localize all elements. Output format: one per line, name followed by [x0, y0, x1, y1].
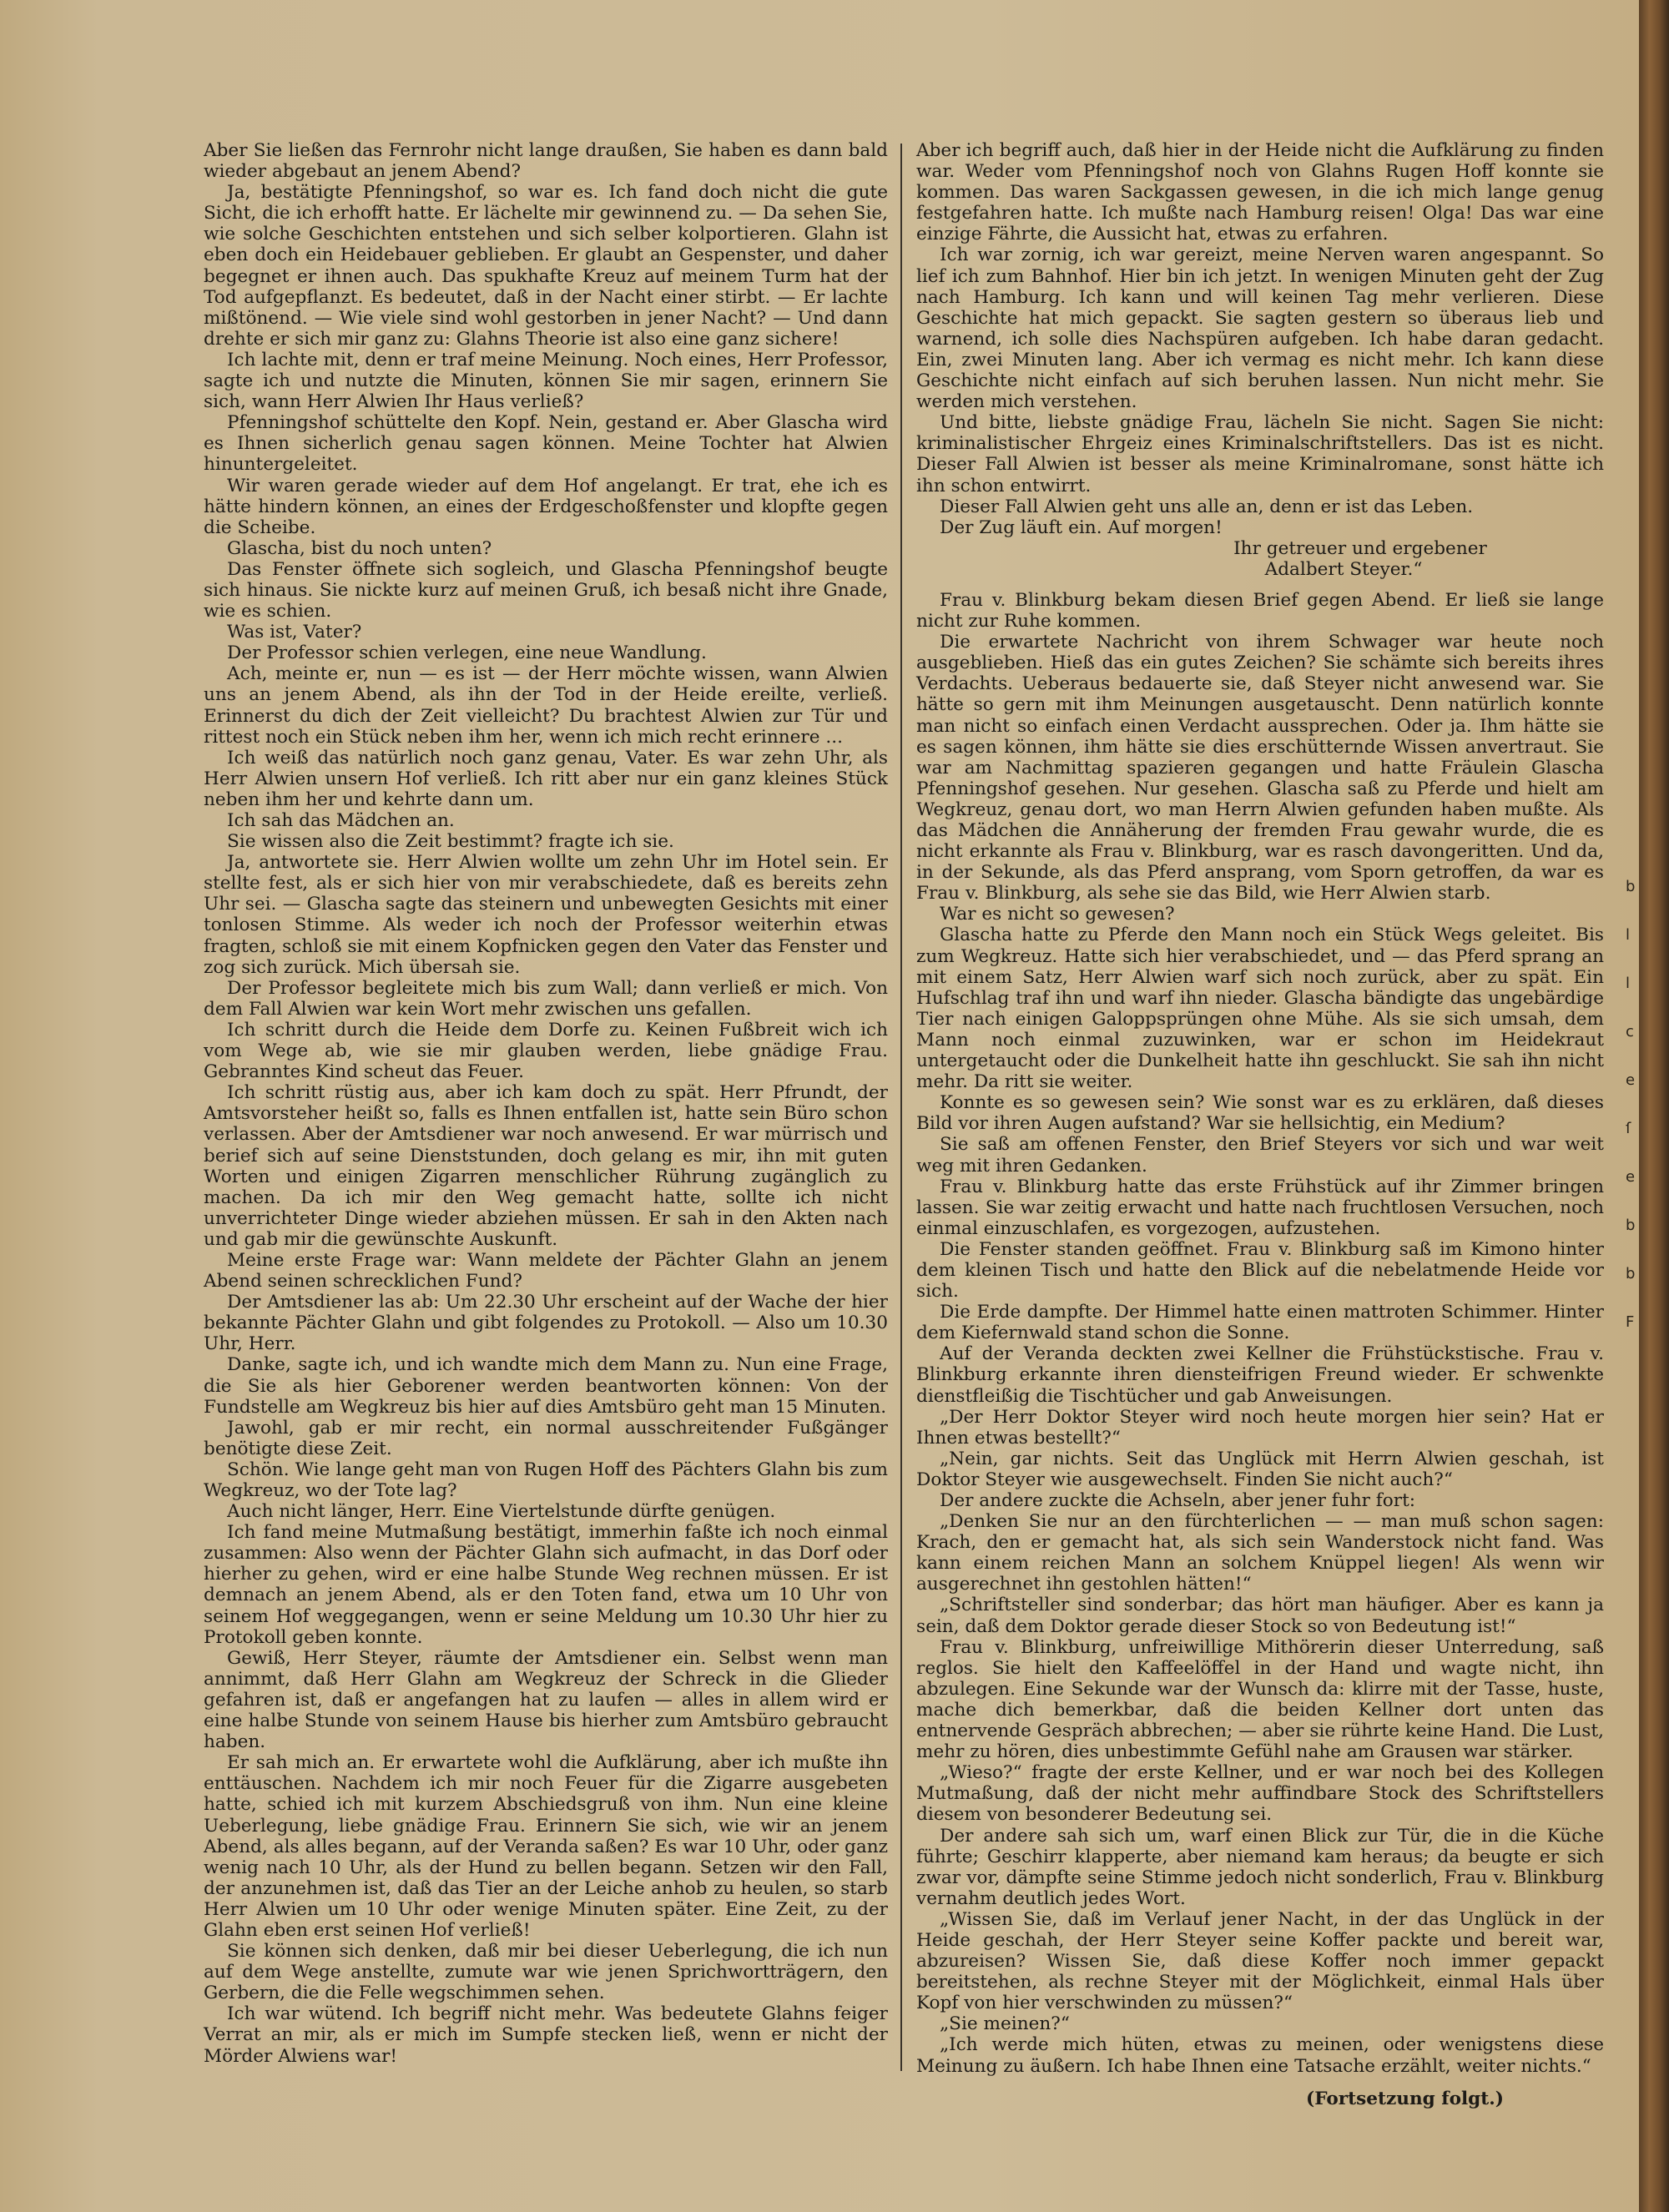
edge-fragment: ſ: [1626, 1120, 1631, 1137]
right-paragraph: „Denken Sie nur an den fürchterlichen — — man muß schon sagen: Krach, den er gemacht hat, als sich sein Wanderstock nicht fand. Was kann einem reichen Mann an solchem Knüppel liegen! Als wenn wir ausgerechnet ihn gestohlen hätten!“: [916, 1511, 1604, 1595]
left-paragraph: Schön. Wie lange geht man von Rugen Hoff des Pächters Glahn bis zum Wegkreuz, wo der Tote lag?: [204, 1459, 888, 1501]
left-paragraph: Pfenningshof schüttelte den Kopf. Nein, gestand er. Aber Glascha wird es Ihnen sicherlich genau sagen können. Meine Tochter hat Alwien hinuntergeleitet.: [204, 412, 888, 476]
column-divider: [900, 144, 902, 2071]
left-paragraph: Das Fenster öffnete sich sogleich, und Glascha Pfenningshof beugte sich hinaus. Sie nickte kurz auf meinen Gruß, ich besaß nicht ihre Gnade, wie es schien.: [204, 558, 888, 622]
edge-fragment: l: [1626, 926, 1631, 944]
edge-fragment: c: [1626, 1023, 1634, 1040]
section-gap: [916, 580, 1604, 590]
edge-fragment: b: [1626, 1217, 1636, 1234]
letter-closing: Ihr getreuer und ergebener: [1233, 537, 1487, 559]
left-paragraph: Glascha, bist du noch unten?: [227, 537, 492, 559]
right-paragraph: Sie saß am offenen Fenster, den Brief Steyers vor sich und war weit weg mit ihren Gedanken.: [916, 1134, 1604, 1177]
right-paragraph: Der andere sah sich um, warf einen Blick zur Tür, die in die Küche führte; Geschirr klapperte, aber niemand kam heraus; da beugte er sich zwar vor, dämpfte seine Stimme jedoch nicht sonderlich, Frau v. Blinkburg vernahm deutlich jedes Wort.: [916, 1825, 1604, 1909]
right-paragraph: „Nein, gar nichts. Seit das Unglück mit Herrn Alwien geschah, ist Doktor Steyer wie ausgewechselt. Finden Sie nicht auch?“: [916, 1448, 1604, 1490]
right-paragraph: „Schriftsteller sind sonderbar; das hört man häufiger. Aber es kann ja sein, daß dem Doktor gerade dieser Stock so von Bedeutung ist!“: [916, 1595, 1604, 1637]
right-paragraph: Konnte es so gewesen sein? Wie sonst war es zu erklären, daß dieses Bild vor ihren Augen aufstand? War sie hellsichtig, ein Medium?: [916, 1092, 1604, 1135]
left-paragraph: Jawohl, gab er mir recht, ein normal ausschreitender Fußgänger benötigte diese Zeit.: [204, 1417, 888, 1459]
edge-fragment: b: [1626, 878, 1636, 895]
edge-fragment: l: [1626, 975, 1631, 992]
left-paragraph: Er sah mich an. Er erwartete wohl die Aufklärung, aber ich mußte ihn enttäuschen. Nachdem ich mir noch Feuer für die Zigarre ausgebeten hatte, schied ich mit kurzem Abschiedsgruß von ihm. Nun eine kleine Ueberlegung, liebe gnädige Frau. Erinnern Sie sich, wie wir an jenem Abend, als alles begann, auf der Veranda saßen? Es war 10 Uhr, oder ganz wenig nach 10 Uhr, als der Hund zu bellen begann. Setzen wir den Fall, der anzunehmen ist, daß das Tier an der Leiche anhob zu heulen, so starb Herr Alwien um 10 Uhr oder wenige Minuten später. Eine Zeit, zu der Glahn eben erst seinen Hof verließ!: [204, 1752, 888, 1941]
left-paragraph: Ich lachte mit, denn er traf meine Meinung. Noch eines, Herr Professor, sagte ich und nutzte die Minuten, können Sie mir sagen, erinnern Sie sich, wann Herr Alwien Ihr Haus verließ?: [204, 349, 888, 413]
right-paragraph: Der Zug läuft ein. Auf morgen!: [940, 516, 1223, 538]
left-paragraph: Auch nicht länger, Herr. Eine Viertelstunde dürfte genügen.: [227, 1501, 776, 1523]
left-paragraph: Ich schritt durch die Heide dem Dorfe zu. Keinen Fußbreit wich ich vom Wege ab, wie sie mir glauben werden, liebe gnädige Frau. Gebranntes Kind scheut das Feuer.: [204, 1019, 888, 1083]
edge-fragment: e: [1626, 1071, 1636, 1089]
right-paragraph: Glascha hatte zu Pferde den Mann noch ein Stück Wegs geleitet. Bis zum Wegkreuz. Hatte sich hier verabschiedet, und — das Pferd sprang an mit einem Satz, Herr Alwien warf sich noch zurück, aber zu spät. Ein Hufschlag traf ihn und warf ihn nieder. Glascha bändigte das ungebärdige Tier nach einigen Galoppsprüngen ohne Mühe. Als sie sich umsah, dem Mann noch einmal zuzuwinken, war er schon im Heidekraut untergetaucht oder die Dunkelheit hatte ihn geschluckt. Sie sah ihn nicht mehr. Da ritt sie weiter.: [916, 925, 1604, 1093]
right-paragraph: „Wieso?“ fragte der erste Kellner, und er war noch bei des Kollegen Mutmaßung, daß der nicht mehr auffindbare Stock des Schriftstellers diesem von besonderer Bedeutung sei.: [916, 1762, 1604, 1826]
left-paragraph: Danke, sagte ich, und ich wandte mich dem Mann zu. Nun eine Frage, die Sie als hier Geborener werden beantworten können: Von der Fundstelle am Wegkreuz bis hier auf dies Amtsbüro geht man 15 Minuten.: [204, 1354, 888, 1418]
left-paragraph: Sie können sich denken, daß mir bei dieser Ueberlegung, die ich nun auf dem Wege anstellte, zumute war wie jenen Sprichwortträgern, den Gerbern, die die Felle wegschimmen sehen.: [204, 1941, 888, 2004]
right-paragraph: Aber ich begriff auch, daß hier in der Heide nicht die Aufklärung zu finden war. Weder vom Pfenningshof noch von Glahns Rugen Hoff konnte sie kommen. Das waren Sackgassen gewesen, in die ich mich lange genug festgefahren hatte. Ich mußte nach Hamburg reisen! Olga! Das war eine einzige Fährte, die Aussicht hat, etwas zu erfahren.: [916, 140, 1604, 245]
left-paragraph: Der Amtsdiener las ab: Um 22.30 Uhr erscheint auf der Wache der hier bekannte Pächter Glahn und gibt folgendes zu Protokoll. — Also um 10.30 Uhr, Herr.: [204, 1292, 888, 1355]
right-paragraph: „Wissen Sie, daß im Verlauf jener Nacht, in der das Unglück in der Heide geschah, der Herr Steyer seine Koffer packte und bereit war, abzureisen? Wissen Sie, daß diese Koffer noch immer gepackt bereitstehen, als rechne Steyer mit der Möglichkeit, einmal Hals über Kopf von hier verschwinden zu müssen?“: [916, 1908, 1604, 2014]
letter-signature: Adalbert Steyer.“: [1264, 558, 1423, 580]
left-paragraph: Aber Sie ließen das Fernrohr nicht lange draußen, Sie haben es dann bald wieder abgebaut an jenem Abend?: [204, 140, 888, 183]
left-paragraph: Gewiß, Herr Steyer, räumte der Amtsdiener ein. Selbst wenn man annimmt, daß Herr Glahn am Wegkreuz der Schreck in die Glieder gefahren ist, daß er angefangen hat zu laufen — alles in allem wird er eine halbe Stunde von seinem Hause bis hierher zum Amtsbüro gebraucht haben.: [204, 1647, 888, 1753]
right-paragraph: War es nicht so gewesen?: [940, 904, 1175, 925]
right-paragraph: Der andere zuckte die Achseln, aber jener fuhr fort:: [940, 1490, 1416, 1511]
right-paragraph: „Sie meinen?“: [940, 2013, 1070, 2035]
left-paragraph: Der Professor begleitete mich bis zum Wall; dann verließ er mich. Von dem Fall Alwien war kein Wort mehr zwischen uns gefallen.: [204, 977, 888, 1020]
left-paragraph: Wir waren gerade wieder auf dem Hof angelangt. Er trat, ehe ich es hätte hindern können, an eines der Erdgeschoßfenster und klopfte gegen die Scheibe.: [204, 475, 888, 538]
right-paragraph: Frau v. Blinkburg bekam diesen Brief gegen Abend. Er ließ sie lange nicht zur Ruhe kommen.: [916, 589, 1604, 632]
right-paragraph: Dieser Fall Alwien geht uns alle an, denn er ist das Leben.: [940, 496, 1474, 517]
right-paragraph: Frau v. Blinkburg, unfreiwillige Mithörerin dieser Unterredung, saß reglos. Sie hielt den Kaffeelöffel in der Hand und wagte nicht, ihn abzulegen. Eine Sekunde war der Wunsch da: klirre mit der Tasse, huste, mache dich bemerkbar, daß die beiden Kellner dort unten das entnervende Gespräch abbrechen; — aber sie rührte keine Hand. Die Lust, mehr zu hören, dies unbestimmte Gefühl nahe am Grausen war stärker.: [916, 1636, 1604, 1763]
left-text-column: [204, 140, 888, 2067]
left-paragraph: Ich sah das Mädchen an.: [227, 810, 455, 831]
left-paragraph: Ich fand meine Mutmaßung bestätigt, immerhin faßte ich noch einmal zusammen: Also wenn der Pächter Glahn sich aufmacht, in das Dorf oder hierher zu gehen, wird er eine halbe Stunde Weg rechnen müssen. Er ist demnach an jenem Abend, als er den Toten fand, etwa um 10 Uhr von seinem Hof weggegangen, wenn er seine Meldung um 10.30 Uhr hier zu Protokoll geben konnte.: [204, 1522, 888, 1648]
left-paragraph: Meine erste Frage war: Wann meldete der Pächter Glahn an jenem Abend seinen schrecklichen Fund?: [204, 1249, 888, 1292]
right-paragraph: „Der Herr Doktor Steyer wird noch heute morgen hier sein? Hat er Ihnen etwas bestellt?“: [916, 1406, 1604, 1449]
left-paragraph: Ja, bestätigte Pfenningshof, so war es. Ich fand doch nicht die gute Sicht, die ich erhofft hatte. Er lächelte mir gewinnend zu. — Da sehen Sie, wie solche Geschichten entstehen und sich selber kolportieren. Glahn ist eben doch ein Heidebauer geblieben. Er glaubt an Gespenster, und daher begegnet er ihnen auch. Das spukhafte Kreuz auf meinem Turm hat der Tod aufgepflanzt. Es bedeutet, daß in der Nacht einer stirbt. — Er lachte mißtönend. — Wie viele sind wohl gestorben in jener Nacht? — Und dann drehte er sich mir ganz zu: Glahns Theorie ist also eine ganz sichere!: [204, 182, 888, 350]
edge-fragment: b: [1626, 1265, 1636, 1282]
left-paragraph: Ach, meinte er, nun — es ist — der Herr möchte wissen, wann Alwien uns an jenem Abend, als ihn der Tod in der Heide ereilte, verließ. Erinnerst du dich der Zeit vielleicht? Du brachtest Alwien zur Tür und rittest noch ein Stück neben ihm her, wenn ich mich recht erinnere ...: [204, 663, 888, 748]
left-paragraph: Was ist, Vater?: [227, 622, 362, 643]
edge-fragment: e: [1626, 1168, 1636, 1186]
left-paragraph: Ich schritt rüstig aus, aber ich kam doch zu spät. Herr Pfrundt, der Amtsvorsteher heißt so, falls es Ihnen entfallen ist, hatte sein Büro schon verlassen. Aber der Amtsdiener war noch anwesend. Er war mürrisch und berief sich auf seine Dienststunden, doch gelang es mir, ihn mit guten Worten und einigen Zigarren menschlicher Rührung zugänglich zu machen. Da ich mir den Weg gemacht hatte, sollte ich nicht unverrichteter Dinge wieder abziehen müssen. Er sah in den Akten nach und gab mir die gewünschte Auskunft.: [204, 1082, 888, 1250]
right-paragraph: Ich war zornig, ich war gereizt, meine Nerven waren angespannt. So lief ich zum Bahnhof. Hier bin ich jetzt. In wenigen Minuten geht der Zug nach Hamburg. Ich kann und will keinen Tag mehr verlieren. Diese Geschichte hat mich gepackt. Sie sagten gestern so überaus lieb und warnend, ich solle dies Nachspüren aufgeben. Ich habe daran gedacht. Ein, zwei Minuten lang. Aber ich vermag es nicht mehr. Ich kann diese Geschichte nicht einfach auf sich beruhen lassen. Nun nicht mehr. Sie werden mich verstehen.: [916, 244, 1604, 413]
book-binding: [1639, 0, 1669, 2212]
right-paragraph: Die Fenster standen geöffnet. Frau v. Blinkburg saß im Kimono hinter dem kleinen Tisch und hatte den Blick auf die nebelatmende Heide vor sich.: [916, 1238, 1604, 1303]
continuation-note: (Fortsetzung folgt.): [1306, 2088, 1504, 2109]
edge-fragment: F: [1626, 1313, 1635, 1331]
left-paragraph: Ich weiß das natürlich noch ganz genau, Vater. Es war zehn Uhr, als Herr Alwien unsern Hof verließ. Ich ritt aber nur ein ganz kleines Stück neben ihm her und kehrte dann um.: [204, 747, 888, 810]
right-paragraph: Frau v. Blinkburg hatte das erste Frühstück auf ihr Zimmer bringen lassen. Sie war zeitig erwacht und hatte nach fruchtlosen Versuchen, noch einmal einzuschlafen, es vorgezogen, aufzustehen.: [916, 1176, 1604, 1239]
left-paragraph: Sie wissen also die Zeit bestimmt? fragte ich sie.: [227, 831, 674, 853]
right-paragraph: Und bitte, liebste gnädige Frau, lächeln Sie nicht. Sagen Sie nicht: kriminalistischer Ehrgeiz eines Kriminalschriftstellers. Das ist es nicht. Dieser Fall Alwien ist besser als meine Kriminalromane, sonst hätte ich ihn schon entwirrt.: [916, 412, 1604, 496]
right-paragraph: „Ich werde mich hüten, etwas zu meinen, oder wenigstens diese Meinung zu äußern. Ich habe Ihnen eine Tatsache erzählt, weiter nichts.“: [916, 2034, 1604, 2077]
left-paragraph: Ja, antwortete sie. Herr Alwien wollte um zehn Uhr im Hotel sein. Er stellte fest, als er sich hier von mir verabschiedete, daß es bereits zehn Uhr sei. — Glascha sagte das steinern und unbewegten Gesichts mit einer tonlosen Stimme. Als weder ich noch der Professor weiterhin etwas fragten, schloß sie mit einem Kopfnicken gegen den Vater das Fenster und zog sich zurück. Mich übersah sie.: [204, 852, 888, 978]
left-paragraph: Der Professor schien verlegen, eine neue Wandlung.: [227, 642, 707, 664]
right-paragraph: Auf der Veranda deckten zwei Kellner die Frühstückstische. Frau v. Blinkburg erkannte ihren diensteifrigen Freund wieder. Er schwenkte dienstfleißig die Tischtücher und gab Anweisungen.: [916, 1343, 1604, 1407]
right-paragraph: Die erwartete Nachricht von ihrem Schwager war heute noch ausgeblieben. Hieß das ein gutes Zeichen? Sie schämte sich bereits ihres Verdachts. Ueberaus bedauerte sie, daß Steyer nicht anwesend war. Sie hätte so gern mit ihm Meinungen ausgetauscht. Denn natürlich konnte man nicht so einfach einen Verdacht aussprechen. Oder ja. Ihm hätte sie es sagen können, ihm hätte sie dies erschütternde Wissen anvertraut. Sie war am Nachmittag spazieren gegangen und hatte Fräulein Glascha Pfenningshof gesehen. Nur gesehen. Glascha saß zu Pferde und hielt am Wegkreuz, genau dort, wo man Herrn Alwien gefunden haben mußte. Als das Mädchen die Annäherung der fremden Frau gewahr wurde, die es nicht erkannte als Frau v. Blinkburg, war es rasch davongeritten. Und da, in der Sekunde, als das Pferd ansprang, vom Sporn getroffen, da war es Frau v. Blinkburg, als sehe sie das Bild, wie Herr Alwien starb.: [916, 632, 1604, 904]
right-paragraph: Die Erde dampfte. Der Himmel hatte einen mattroten Schimmer. Hinter dem Kiefernwald stand schon die Sonne.: [916, 1302, 1604, 1344]
left-paragraph: Ich war wütend. Ich begriff nicht mehr. Was bedeutete Glahns feiger Verrat an mir, als er mich im Sumpfe stecken ließ, wenn er nicht der Mörder Alwiens war!: [204, 2003, 888, 2067]
right-text-column: [916, 140, 1604, 2109]
